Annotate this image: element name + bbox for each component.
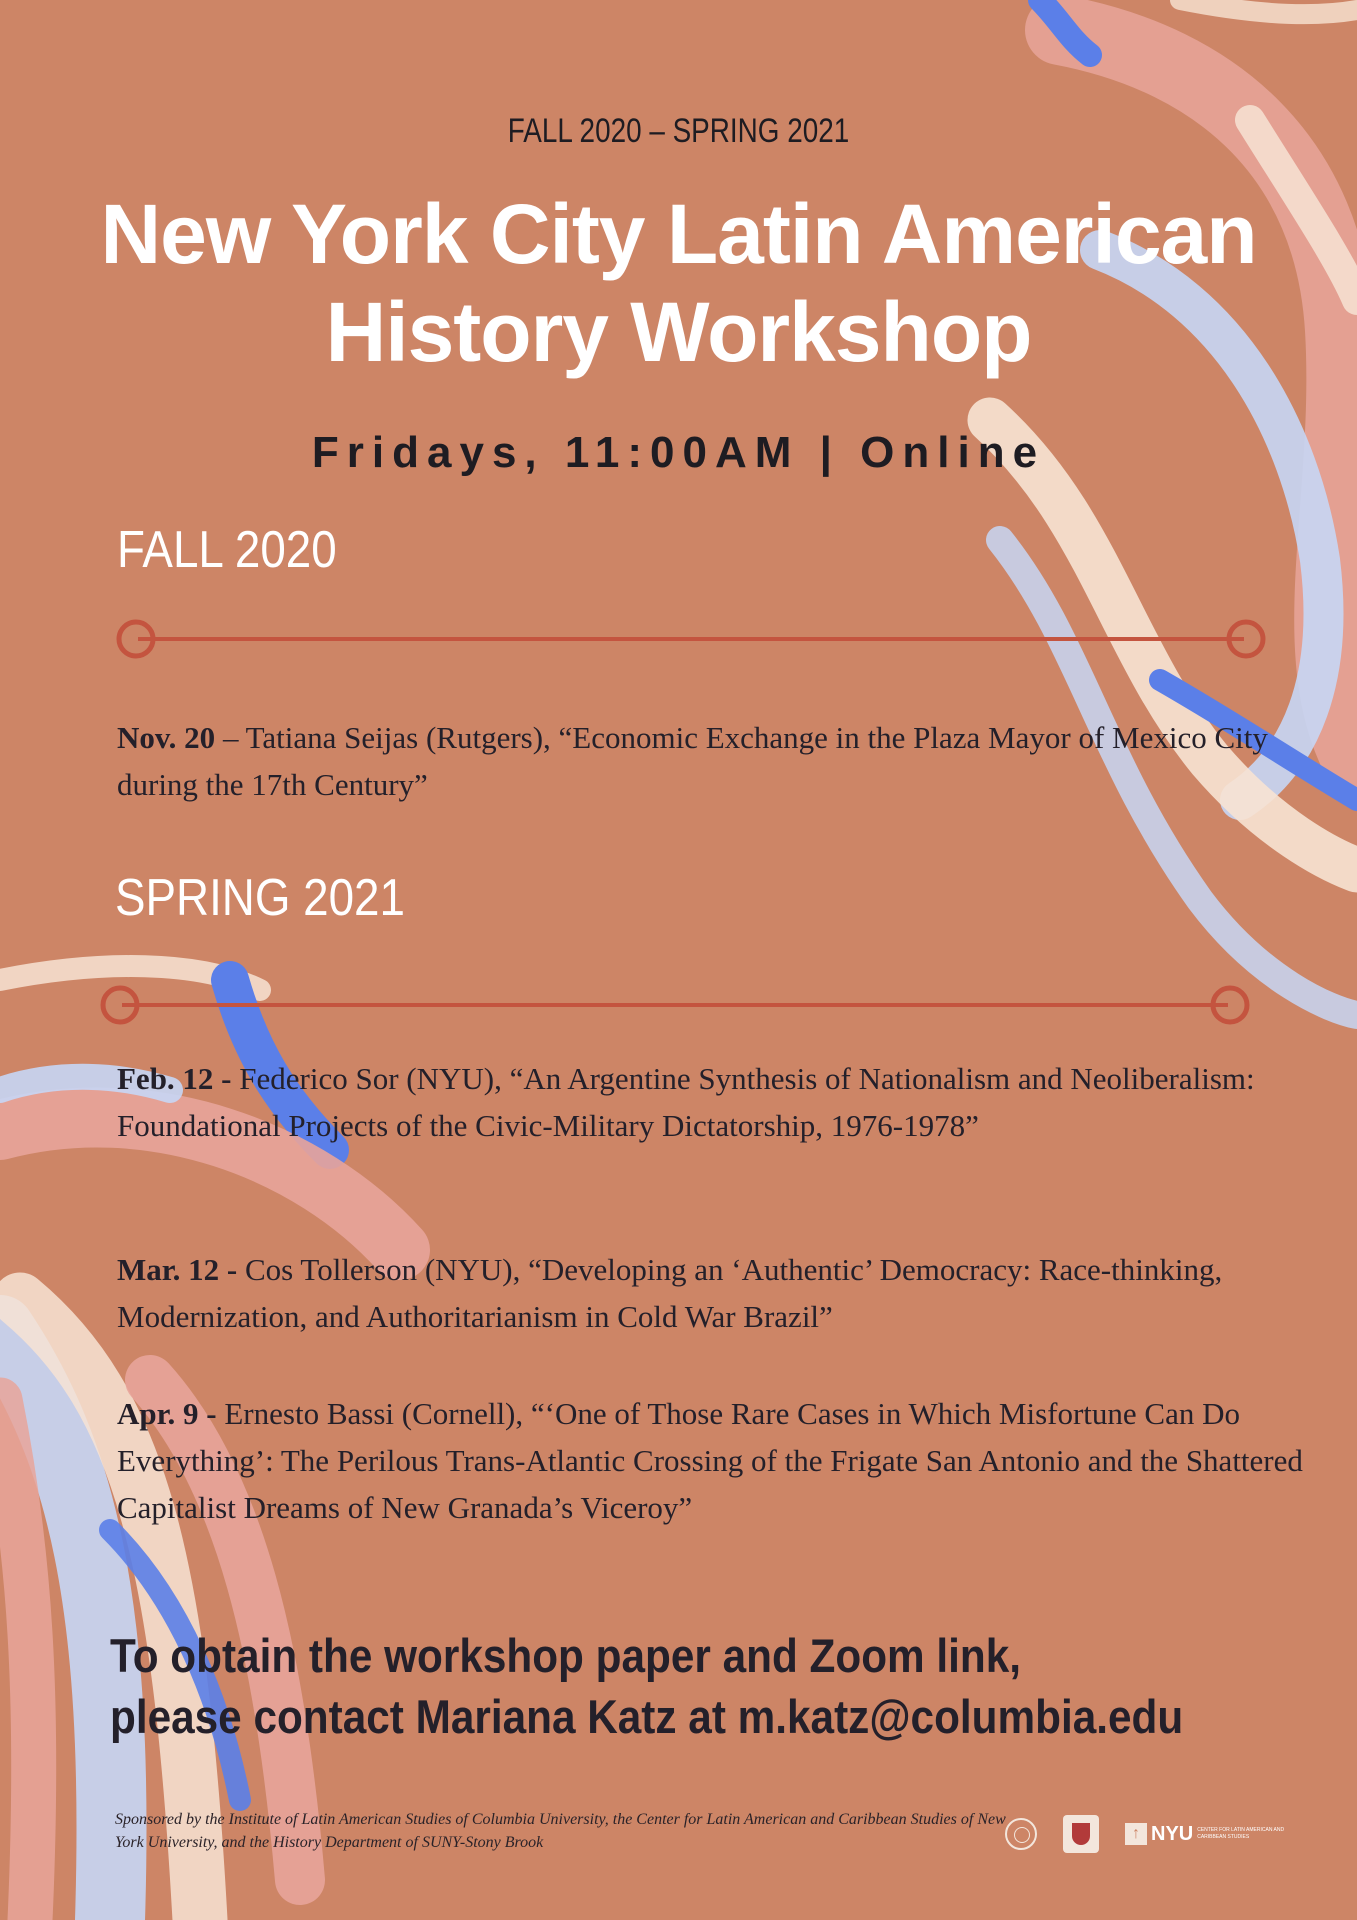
event-date: Feb. 12 - [117, 1061, 232, 1096]
event-description: – Tatiana Seijas (Rutgers), “Economic Exchange in the Plaza Mayor of Mexico City during the 17th Century” [117, 720, 1268, 802]
nyu-torch-icon: ↑ [1125, 1823, 1147, 1845]
nyu-logo [1125, 1823, 1287, 1846]
spring-divider [100, 983, 1250, 1027]
event-mar-12 [117, 1246, 1307, 1340]
spring-heading: SPRING 2021 [115, 869, 405, 927]
event-date: Apr. 9 - [117, 1396, 217, 1431]
contact-line-1: To obtain the workshop paper and Zoom link, [110, 1629, 1022, 1682]
event-description: Ernesto Bassi (Cornell), “‘One of Those Rare Cases in Which Misfortune Can Do Everything’: The Perilous Trans-Atlantic Crossing of the Frigate San Antonio and the Shattered Capitalist Dreams of New Granada’s Viceroy” [117, 1396, 1303, 1525]
event-feb-12 [117, 1055, 1307, 1149]
event-apr-9 [117, 1390, 1307, 1531]
season-range: FALL 2020 – SPRING 2021 [507, 112, 850, 150]
fall-divider [116, 617, 1266, 661]
nyu-center-name: CENTER FOR LATIN AMERICAN AND CARIBBEAN STUDIES [1197, 1827, 1285, 1840]
contact-info [110, 1625, 1190, 1747]
fall-heading: FALL 2020 [117, 521, 337, 579]
event-nov-20 [117, 714, 1307, 808]
title-line-2: History Workshop [325, 285, 1032, 379]
event-date: Nov. 20 [117, 720, 216, 755]
sponsor-text: Sponsored by the Institute of Latin American Studies of Columbia University, the Center for Latin American and Caribbean Studies of New York University, and the History Department of SUNY-Stony Brook [115, 1811, 1006, 1851]
event-description: Cos Tollerson (NYU), “Developing an ‘Authentic’ Democracy: Race-thinking, Modernization, and Authoritarianism in Cold War Brazil” [117, 1252, 1223, 1334]
schedule-info: Fridays, 11:00AM | Online [311, 428, 1046, 477]
nyu-name: NYU [1151, 1822, 1194, 1845]
stony-brook-shield-icon [1063, 1815, 1099, 1853]
columbia-seal-icon [1005, 1818, 1037, 1850]
title-line-1: New York City Latin American [100, 187, 1257, 281]
contact-line-2: please contact Mariana Katz at m.katz@columbia.edu [110, 1690, 1184, 1743]
sponsor-logos [1005, 1815, 1287, 1853]
page-title [60, 185, 1297, 381]
event-description: Federico Sor (NYU), “An Argentine Synthesis of Nationalism and Neoliberalism: Foundational Projects of the Civic-Military Dictatorship, 1976-1978” [117, 1061, 1255, 1143]
event-date: Mar. 12 - [117, 1252, 238, 1287]
